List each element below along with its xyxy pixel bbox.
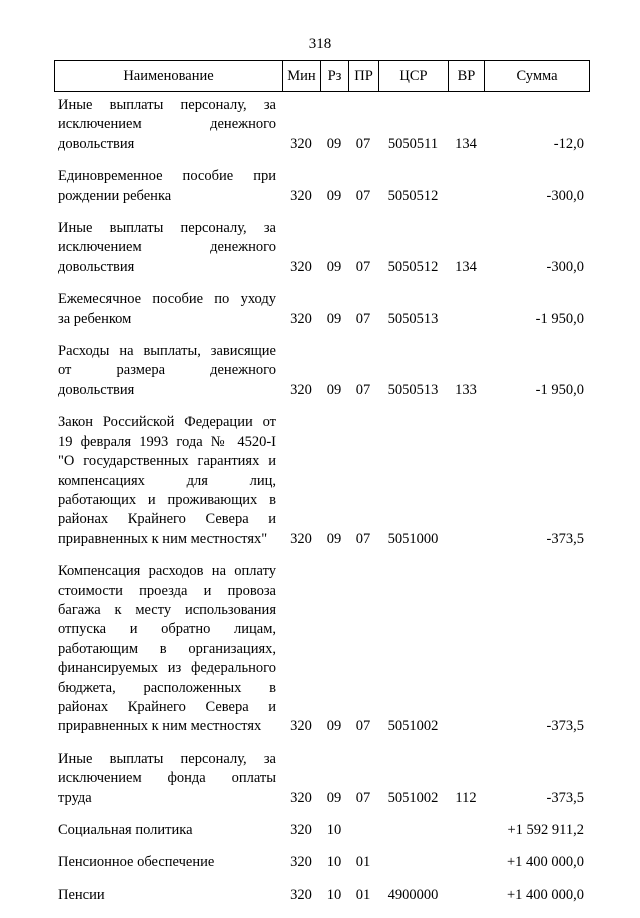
row-name-line: "О государственных гарантиях и [58,453,276,470]
row-name [54,219,282,277]
row-name-line: от размера денежного [58,362,276,379]
row-name-line: Социальная политика [58,822,193,838]
row-min: 320 [290,854,312,871]
row-csr: 5050512 [387,258,439,275]
row-csr: 5050513 [387,381,439,398]
header-rz: Рз [321,61,349,91]
row-name-line: довольствия [58,135,135,152]
page-number: 318 [308,36,332,52]
table-row [54,96,590,154]
row-min: 320 [290,310,312,327]
row-name-line: Пенсии [58,886,105,903]
row-vr: 134 [455,135,477,152]
row-name [54,562,282,737]
row-name-line: багажа к месту использования [58,601,276,618]
row-name-line: Закон Российской Федерации от [58,414,276,431]
row-rz: 10 [326,854,342,871]
row-name-line: районах Крайнего Севера и [58,511,276,528]
row-pr: 07 [355,381,371,398]
row-min: 320 [290,258,312,275]
row-pr: 01 [355,854,371,871]
row-pr: 07 [355,135,371,152]
row-csr: 5050513 [387,310,439,327]
row-name-line: 19 февраля 1993 года № 4520-I [58,433,276,450]
row-name-line: Иные выплаты персоналу, за [58,750,276,767]
row-rz: 09 [326,135,342,152]
row-name-line: Пенсионное обеспечение [58,854,215,871]
row-csr: 5051002 [387,789,439,806]
row-min: 320 [290,886,312,903]
row-vr: 134 [455,258,477,275]
row-name-line: компенсациях для лиц, [58,472,276,489]
row-min: 320 [290,187,312,204]
row-vr: 133 [455,381,477,398]
table-row [54,167,590,206]
row-name-line: исключением денежного [58,116,276,133]
row-sum: +1 592 911,2 [507,822,584,838]
table-row [54,342,590,400]
table-row [54,886,590,905]
row-sum: +1 400 000,0 [506,886,584,903]
row-name-line: исключением денежного [58,239,276,256]
row-name-line: довольствия [58,258,135,275]
row-vr: 112 [455,789,477,806]
row-min: 320 [290,789,312,806]
row-name [54,96,282,154]
row-sum: -373,5 [546,718,584,735]
row-name-line: стоимости проезда и провоза [58,582,276,599]
row-name [54,290,282,329]
row-rz: 09 [326,187,342,204]
row-pr: 07 [355,258,371,275]
row-pr: 07 [355,310,371,327]
row-rz: 09 [326,310,342,327]
row-csr: 5051002 [387,718,439,735]
row-csr: 5051000 [387,530,439,547]
row-name [54,886,282,905]
row-csr: 5050512 [387,187,439,204]
row-name-line: отпуска и обратно лицам, [58,621,276,638]
row-min: 320 [290,822,312,838]
row-name-line: за ребенком [58,310,132,327]
row-name-line: финансируемых из федерального [58,660,276,677]
row-sum: -373,5 [546,789,584,806]
row-name-line: исключением фонда оплаты [58,770,276,787]
row-name [54,413,282,549]
row-name-line: районах Крайнего Севера и [58,698,276,715]
row-rz: 10 [326,886,342,903]
row-sum: -1 950,0 [535,310,584,327]
row-sum: +1 400 000,0 [506,854,584,871]
row-name [54,821,282,840]
table-row [54,413,590,549]
row-name [54,750,282,808]
row-name-line: довольствия [58,381,135,398]
header-csr: ЦСР [379,61,449,91]
row-csr: 4900000 [387,886,439,903]
table-row [54,290,590,329]
row-pr: 01 [355,886,371,903]
row-name-line: труда [58,789,92,806]
row-name-line: работающих и проживающих в [58,491,276,508]
row-name-line: рождении ребенка [58,187,172,204]
header-min: Мин [283,61,321,91]
row-min: 320 [290,381,312,398]
row-pr: 07 [355,530,371,547]
row-name-line: Компенсация расходов на оплату [58,563,276,580]
row-pr: 07 [355,789,371,806]
row-rz: 09 [326,530,342,547]
row-name-line: Ежемесячное пособие по уходу [58,291,276,308]
row-pr: 07 [355,718,371,735]
row-min: 320 [290,530,312,547]
row-rz: 09 [326,789,342,806]
row-name-line: Иные выплаты персоналу, за [58,97,276,113]
table-row [54,821,590,840]
row-sum: -12,0 [553,135,584,152]
table-header [54,60,590,92]
header-vr: ВР [449,61,485,91]
row-name-line: приравненных к ним местностях [58,718,262,735]
row-rz: 09 [326,258,342,275]
row-name-line: Иные выплаты персоналу, за [58,220,276,237]
row-rz: 09 [326,718,342,735]
row-name-line: приравненных к ним местностях" [58,530,268,547]
header-name: Наименование [55,61,283,91]
row-name-line: бюджета, расположенных в [58,679,276,696]
row-name [54,342,282,400]
table-row [54,853,590,872]
row-sum: -373,5 [546,530,584,547]
header-sum: Сумма [516,67,558,84]
row-name-line: Расходы на выплаты, зависящие [58,343,276,360]
table-row [54,219,590,277]
row-sum: -1 950,0 [535,381,584,398]
row-csr: 5050511 [387,135,439,152]
row-pr: 07 [355,187,371,204]
table-row [54,562,590,737]
row-name-line: Единовременное пособие при [58,168,276,185]
header-pr: ПР [349,61,379,91]
row-name [54,167,282,206]
row-sum: -300,0 [546,258,584,275]
row-min: 320 [290,135,312,152]
row-name-line: работающим в организациях, [58,640,276,657]
row-min: 320 [290,718,312,735]
table-row [54,750,590,808]
row-sum: -300,0 [546,187,584,204]
row-rz: 09 [326,381,342,398]
table-body [54,96,590,918]
row-rz: 10 [326,822,342,838]
row-name [54,853,282,872]
